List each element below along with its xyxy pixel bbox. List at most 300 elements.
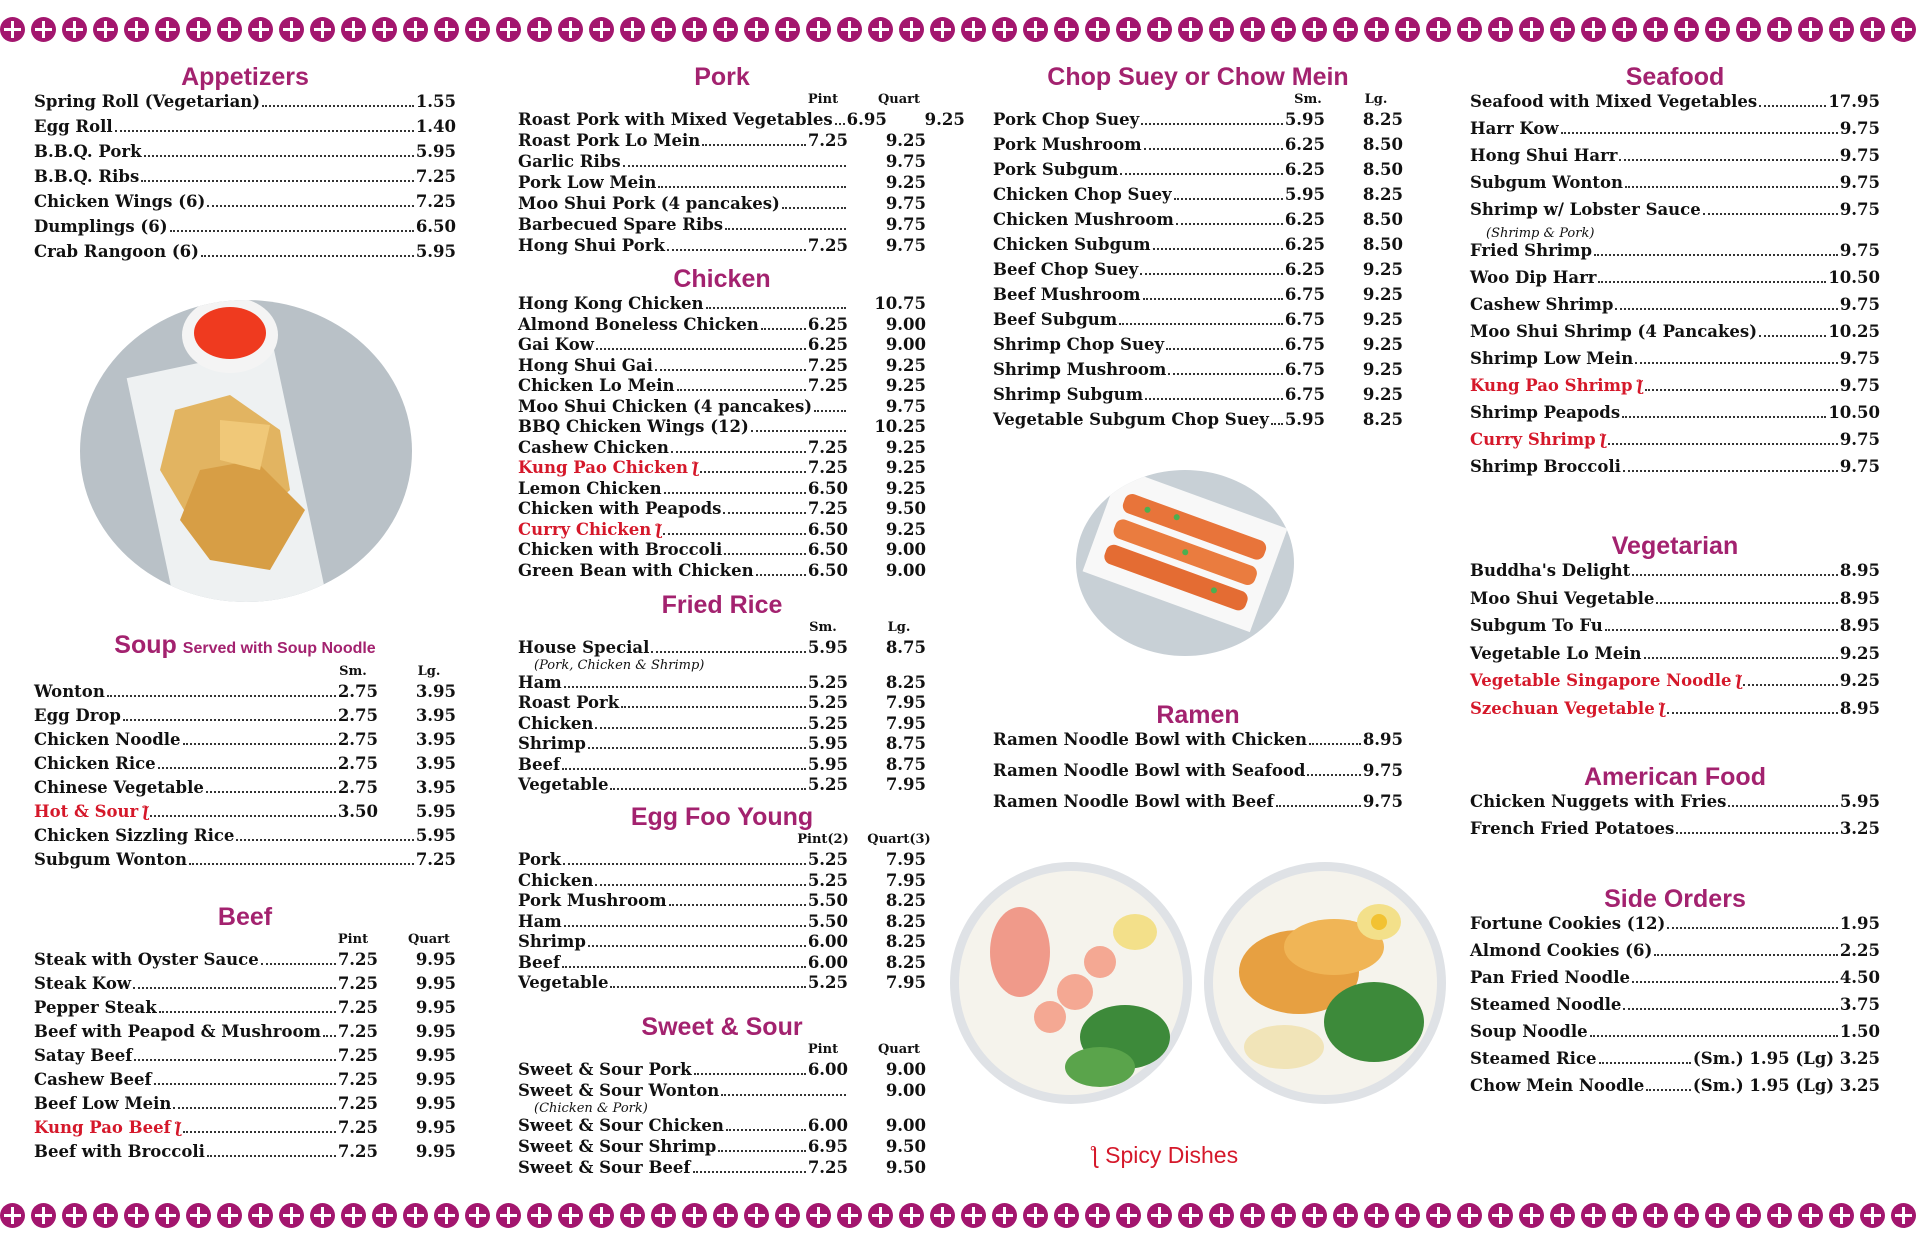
menu-item-price-large: 7.95 <box>885 713 926 733</box>
price-size-header <box>993 92 1403 110</box>
dot-leader <box>610 788 805 790</box>
border-motif-icon <box>682 17 707 42</box>
menu-item-name: French Fried Potatoes <box>1470 819 1675 838</box>
header-size-large: Lg. <box>417 664 441 679</box>
menu-item <box>1470 241 1880 268</box>
dot-leader <box>189 863 414 865</box>
menu-item <box>34 167 456 192</box>
menu-item-price: 2.75 <box>337 730 378 749</box>
border-motif-icon <box>1023 1203 1048 1228</box>
section-title <box>34 62 456 92</box>
dot-leader <box>1145 398 1283 400</box>
section-title-text: Chicken <box>673 265 771 293</box>
menu-item <box>34 850 456 874</box>
chili-pepper-icon: ƪ <box>1659 699 1665 718</box>
menu-item-price-large: 9.25 <box>1362 360 1403 379</box>
menu-item-price: 3.50 <box>337 802 378 821</box>
border-motif-icon <box>310 1203 335 1228</box>
menu-item-price-large: 9.95 <box>415 1070 456 1089</box>
menu-item-name: Sweet & Sour Pork <box>518 1060 692 1079</box>
dot-leader <box>1168 373 1282 375</box>
dot-leader <box>1309 743 1361 745</box>
menu-item <box>993 235 1403 260</box>
menu-item-price: 5.25 <box>807 713 848 733</box>
border-motif-icon <box>961 1203 986 1228</box>
dot-leader <box>134 1059 336 1061</box>
menu-item-name: Shrimp Mushroom <box>993 360 1167 379</box>
dot-leader <box>756 574 806 576</box>
section-title <box>34 902 456 932</box>
border-motif-icon <box>1891 1203 1916 1228</box>
menu-item-note: (Pork, Chicken & Shrimp) <box>534 657 705 673</box>
menu-item <box>518 417 926 438</box>
border-motif-icon <box>248 17 273 42</box>
menu-item <box>34 217 456 242</box>
border-motif-icon <box>1457 17 1482 42</box>
menu-item-price: 8.95 <box>1839 588 1880 608</box>
border-motif-icon <box>651 17 676 42</box>
menu-item <box>34 192 456 217</box>
menu-item-price-large: 5.95 <box>415 802 456 821</box>
menu-item-name: Beef Subgum <box>993 310 1118 329</box>
menu-item-price-large: 7.95 <box>885 870 926 890</box>
dot-leader <box>1623 1008 1837 1010</box>
menu-item-name: BBQ Chicken Wings (12) <box>518 417 749 436</box>
menu-item <box>34 1046 456 1070</box>
menu-item-name: Chicken <box>518 870 594 890</box>
border-motif-icon <box>527 1203 552 1228</box>
border-motif-icon <box>1240 17 1265 42</box>
menu-item-name: Kung Pao Beef <box>34 1118 171 1137</box>
dot-leader <box>693 1171 806 1173</box>
menu-item-price: 5.50 <box>807 891 848 910</box>
menu-item-price-large: 9.95 <box>415 1046 456 1065</box>
menu-item-price-large: 9.25 <box>1362 310 1403 329</box>
menu-item-note: (Chicken & Pork) <box>534 1101 648 1116</box>
menu-item-name: Beef <box>518 754 561 774</box>
menu-item <box>1470 792 1880 819</box>
border-motif-icon <box>62 1203 87 1228</box>
dot-leader <box>1728 805 1837 807</box>
border-motif-icon <box>186 1203 211 1228</box>
dot-leader <box>170 230 414 232</box>
section-title-text: Egg Foo Young <box>630 803 814 831</box>
menu-item-price: 17.95 <box>1828 92 1880 111</box>
menu-item-price: 6.25 <box>1284 235 1325 254</box>
menu-item-name: Steamed Noodle <box>1470 995 1622 1014</box>
border-motif-icon <box>1581 17 1606 42</box>
menu-item-name: Pork Mushroom <box>518 891 667 910</box>
menu-item-price: 6.25 <box>807 314 848 334</box>
menu-item <box>518 673 926 694</box>
menu-item-name: Chicken Mushroom <box>993 210 1174 229</box>
menu-item-name: Ramen Noodle Bowl with Seafood <box>993 761 1306 780</box>
dot-leader <box>655 369 806 371</box>
section-title <box>1470 531 1880 561</box>
dot-leader <box>1140 273 1283 275</box>
section-soup <box>34 630 456 874</box>
dot-leader <box>1632 574 1838 576</box>
menu-item-price: 10.25 <box>1828 322 1880 341</box>
border-motif-icon <box>1147 17 1172 42</box>
dot-leader <box>1120 173 1283 175</box>
menu-item <box>1470 671 1880 699</box>
menu-item-name: Soup Noodle <box>1470 1022 1588 1041</box>
border-motif-icon <box>1829 17 1854 42</box>
menu-item <box>1470 995 1880 1022</box>
border-motif-icon <box>1581 1203 1606 1228</box>
section-appetizers <box>34 62 456 267</box>
border-motif-icon <box>217 17 242 42</box>
border-motif-icon <box>1333 1203 1358 1228</box>
menu-item <box>518 932 926 953</box>
menu-item-price-large: 9.25 <box>885 437 926 457</box>
menu-item-name: Harr Kow <box>1470 119 1559 138</box>
dot-leader <box>1656 602 1837 604</box>
header-size-small: Sm. <box>809 620 837 635</box>
menu-item <box>518 173 926 194</box>
border-motif-icon <box>1891 17 1916 42</box>
border-motif-icon <box>1178 1203 1203 1228</box>
menu-item-name: Kung Pao Chicken <box>518 458 689 477</box>
menu-item-name: Chicken Noodle <box>34 730 181 749</box>
menu-item-price: 1.95 <box>1839 914 1880 933</box>
menu-item-name: Hong Shui Gai <box>518 355 653 375</box>
border-motif-icon <box>651 1203 676 1228</box>
menu-item <box>518 1060 926 1081</box>
menu-item <box>518 561 926 582</box>
border-motif-icon <box>279 1203 304 1228</box>
menu-item-name: Fried Shrimp <box>1470 241 1593 260</box>
border-motif-icon <box>1550 1203 1575 1228</box>
border-motif-icon <box>1798 1203 1823 1228</box>
header-size-small: Pint <box>337 932 369 947</box>
section-title <box>1470 762 1880 792</box>
border-motif-icon <box>1612 17 1637 42</box>
border-motif-icon <box>434 17 459 42</box>
menu-item-name: Green Bean with Chicken <box>518 560 754 580</box>
border-motif-icon <box>1426 1203 1451 1228</box>
menu-item <box>1470 1076 1880 1103</box>
menu-item-price-large: 8.50 <box>1362 235 1403 254</box>
header-size-large: Quart <box>407 932 451 947</box>
dot-leader <box>1654 954 1838 956</box>
border-motif-icon <box>1643 17 1668 42</box>
menu-item-price: 9.75 <box>1839 200 1880 219</box>
border-motif-icon <box>1302 1203 1327 1228</box>
menu-item-name: Chicken Rice <box>34 754 156 773</box>
menu-item <box>518 110 965 131</box>
border-motif-icon <box>496 17 521 42</box>
menu-item-name: Pork Mushroom <box>993 135 1142 154</box>
menu-item-name: Pan Fried Noodle <box>1470 968 1630 987</box>
menu-item-name: Curry Shrimp <box>1470 430 1596 449</box>
dot-leader <box>671 451 806 453</box>
menu-item-name: House Special <box>518 638 650 657</box>
menu-item-price-large: 9.50 <box>885 1158 926 1177</box>
menu-item-price: 6.75 <box>1284 285 1325 304</box>
menu-item-price-large: 8.75 <box>885 638 926 657</box>
dot-leader <box>262 105 414 107</box>
border-motif-icon <box>403 17 428 42</box>
menu-item <box>993 410 1403 435</box>
menu-item-name: Barbecued Spare Ribs <box>518 215 724 234</box>
dot-leader <box>1743 684 1837 686</box>
dot-leader <box>201 255 414 257</box>
menu-item-price: 6.25 <box>1284 160 1325 179</box>
menu-item-price: 8.95 <box>1839 561 1880 580</box>
dot-leader <box>563 863 806 865</box>
menu-item-name: Beef with Peapod & Mushroom <box>34 1022 321 1041</box>
section-side-orders <box>1470 884 1880 1103</box>
dot-leader <box>1645 389 1838 391</box>
menu-item <box>34 92 456 117</box>
menu-item-price-large: 10.75 <box>874 294 926 313</box>
dot-leader <box>651 651 805 653</box>
menu-item-price-large: 9.95 <box>415 1142 456 1161</box>
border-motif-icon <box>1302 17 1327 42</box>
menu-item-name: Moo Shui Pork (4 pancakes) <box>518 194 780 213</box>
menu-item-price-large: 8.75 <box>885 754 926 774</box>
dot-leader <box>700 471 806 473</box>
chili-pepper-icon: ƪ <box>1736 672 1742 690</box>
menu-item-name: Cashew Shrimp <box>1470 295 1614 314</box>
menu-item-price: 5.95 <box>1284 110 1325 129</box>
menu-item-price: 1.40 <box>415 117 456 136</box>
menu-item <box>518 850 926 871</box>
menu-item <box>34 974 456 998</box>
menu-item <box>1470 561 1880 589</box>
dot-leader <box>1271 423 1283 425</box>
chili-pepper-icon: ƪ <box>1600 431 1606 449</box>
menu-item-name: Egg Drop <box>34 706 121 725</box>
chicken-skewers-photo <box>1076 470 1294 656</box>
menu-item-name: Chow Mein Noodle <box>1470 1076 1645 1095</box>
menu-item-price-large: 8.25 <box>885 952 926 972</box>
menu-item-name: Kung Pao Shrimp <box>1470 376 1633 395</box>
menu-item-price: 5.25 <box>807 672 848 692</box>
menu-item-name: Hong Shui Harr <box>1470 146 1618 165</box>
menu-item-price-large: 8.75 <box>885 734 926 753</box>
menu-item-name: Lemon Chicken <box>518 478 662 498</box>
border-motif-icon <box>1085 17 1110 42</box>
menu-item-price-large: 9.00 <box>885 1060 926 1079</box>
menu-item <box>34 1118 456 1142</box>
border-motif-icon <box>1736 17 1761 42</box>
menu-item <box>34 1094 456 1118</box>
menu-item-price-large: 9.75 <box>885 152 926 171</box>
menu-item-price: 6.00 <box>807 952 848 972</box>
border-motif-icon <box>403 1203 428 1228</box>
header-size-small: Pint <box>807 92 839 107</box>
menu-item-price-large: 8.25 <box>885 891 926 910</box>
section-title <box>518 802 926 832</box>
border-motif-icon <box>93 1203 118 1228</box>
menu-item-name: Hong Kong Chicken <box>518 294 704 313</box>
dot-leader <box>595 884 805 886</box>
border-motif-icon <box>1457 1203 1482 1228</box>
menu-item-name: Almond Boneless Chicken <box>518 314 759 334</box>
border-motif-icon <box>1519 1203 1544 1228</box>
menu-item <box>518 131 926 152</box>
dot-leader <box>1667 712 1838 714</box>
section-title-text: Beef <box>217 903 273 931</box>
dot-leader <box>144 155 414 157</box>
menu-item-name: Moo Shui Vegetable <box>1470 588 1655 608</box>
border-motif-icon <box>775 1203 800 1228</box>
menu-item <box>1470 119 1880 146</box>
menu-item-price-large: 9.25 <box>1362 335 1403 354</box>
menu-item <box>518 714 926 735</box>
menu-item-price-large: 9.00 <box>885 314 926 334</box>
menu-item-name: Cashew Beef <box>34 1070 152 1089</box>
section-title <box>518 1012 926 1042</box>
menu-item-price-large: 9.95 <box>415 998 456 1017</box>
menu-item-price: 5.95 <box>1839 792 1880 811</box>
dot-leader <box>761 328 806 330</box>
price-size-header <box>518 1042 926 1060</box>
menu-item-name: Wonton <box>34 682 105 701</box>
menu-item <box>518 540 926 561</box>
dot-leader <box>173 1107 335 1109</box>
menu-item-name: Beef with Broccoli <box>34 1142 205 1161</box>
header-size-large: Quart(3) <box>867 832 931 847</box>
border-motif-icon <box>0 17 25 42</box>
dot-leader <box>1307 774 1360 776</box>
menu-item <box>34 950 456 974</box>
menu-item-price: 6.50 <box>807 560 848 580</box>
dot-leader <box>724 553 806 555</box>
border-motif-icon <box>1767 1203 1792 1228</box>
dot-leader <box>702 144 806 146</box>
menu-item-name: Steak Kow <box>34 974 132 993</box>
dot-leader <box>1166 348 1283 350</box>
menu-item-name: Vegetable Singapore Noodle <box>1470 671 1732 690</box>
menu-item-name: Chinese Vegetable <box>34 778 204 797</box>
dot-leader <box>782 207 846 209</box>
menu-item <box>34 117 456 142</box>
menu-item-name: Vegetable <box>518 973 609 992</box>
menu-item-name: Ham <box>518 672 562 692</box>
menu-item-price: 3.75 <box>1839 995 1880 1014</box>
header-size-small: Sm. <box>1294 92 1322 107</box>
menu-item-name: Buddha's Delight <box>1470 561 1631 580</box>
menu-item-price: 5.25 <box>807 973 848 992</box>
menu-item-price: 6.00 <box>807 1116 848 1135</box>
dot-leader <box>677 389 806 391</box>
dot-leader <box>658 186 846 188</box>
price-size-header <box>518 832 931 850</box>
dot-leader <box>1144 148 1283 150</box>
menu-item-name: Roast Pork with Mixed Vegetables <box>518 110 833 129</box>
menu-item-name: Beef Chop Suey <box>993 260 1139 279</box>
border-motif-icon <box>93 17 118 42</box>
menu-item-name: Satay Beef <box>34 1046 133 1065</box>
menu-item <box>993 335 1403 360</box>
dot-leader <box>1635 362 1838 364</box>
dot-leader <box>814 410 846 412</box>
menu-item-price: 8.95 <box>1839 698 1880 718</box>
menu-item-name: Beef Mushroom <box>993 285 1141 304</box>
menu-item-price-large: 8.50 <box>1362 135 1403 154</box>
section-title-text: American Food <box>1584 763 1766 791</box>
menu-item <box>1470 457 1880 484</box>
menu-item <box>518 194 926 215</box>
border-motif-icon <box>341 1203 366 1228</box>
menu-item <box>518 891 926 912</box>
menu-item-price: 9.75 <box>1839 430 1880 449</box>
menu-item-price-large: 9.00 <box>885 1116 926 1135</box>
border-motif-icon <box>1860 1203 1885 1228</box>
border-motif-icon <box>1705 17 1730 42</box>
border-motif-icon <box>744 1203 769 1228</box>
menu-item-price: 5.95 <box>415 826 456 845</box>
menu-item-price: 7.25 <box>337 1142 378 1161</box>
menu-item <box>518 973 926 994</box>
menu-item <box>34 1142 456 1166</box>
menu-item-price: 2.75 <box>337 706 378 725</box>
menu-item-price: 6.50 <box>415 217 456 236</box>
section-seafood <box>1470 62 1880 484</box>
menu-item-price: (Sm.) 1.95 (Lg) 3.25 <box>1692 1076 1880 1095</box>
dot-leader <box>562 966 806 968</box>
menu-item <box>518 315 926 336</box>
dot-leader <box>669 904 806 906</box>
section-title <box>993 700 1403 730</box>
section-title-text: Ramen <box>1156 701 1240 729</box>
menu-item-price-large: 9.25 <box>1362 285 1403 304</box>
dot-leader <box>588 945 806 947</box>
border-motif-icon <box>155 17 180 42</box>
menu-item <box>518 638 926 659</box>
border-motif-icon <box>527 17 552 42</box>
border-motif-icon <box>837 17 862 42</box>
menu-item-name: Pork <box>518 850 562 869</box>
menu-item <box>34 754 456 778</box>
menu-item-name: Curry Chicken <box>518 519 652 539</box>
menu-item <box>518 152 926 173</box>
menu-item <box>1470 92 1880 119</box>
menu-item-price: 1.50 <box>1839 1022 1880 1041</box>
menu-item-name: Beef Low Mein <box>34 1094 172 1113</box>
border-motif-icon <box>899 1203 924 1228</box>
section-chicken <box>518 264 926 581</box>
dot-leader <box>667 249 806 251</box>
menu-item-price: 7.25 <box>415 192 456 211</box>
menu-item <box>34 1070 456 1094</box>
menu-item <box>1470 173 1880 200</box>
menu-item-name: Seafood with Mixed Vegetables <box>1470 92 1758 111</box>
section-title-text: Seafood <box>1625 63 1725 91</box>
menu-item-price-large: 7.95 <box>885 775 926 794</box>
border-motif-icon <box>1736 1203 1761 1228</box>
menu-item-price: 8.95 <box>1839 616 1880 635</box>
menu-item-price-large: 9.25 <box>885 173 926 192</box>
menu-item <box>518 1137 926 1158</box>
border-motif-icon <box>961 17 986 42</box>
menu-item <box>993 210 1403 235</box>
menu-item-price-large: 9.95 <box>415 1094 456 1113</box>
menu-item-name: Vegetable Subgum Chop Suey <box>993 410 1269 429</box>
section-title-text: Chop Suey or Chow Mein <box>1047 63 1349 91</box>
border-motif-icon <box>558 1203 583 1228</box>
border-motif-icon <box>1364 17 1389 42</box>
section-chop-suey <box>993 62 1403 435</box>
menu-item <box>993 761 1403 792</box>
menu-item <box>518 1116 926 1137</box>
menu-item <box>1470 1022 1880 1049</box>
dot-leader <box>725 228 846 230</box>
